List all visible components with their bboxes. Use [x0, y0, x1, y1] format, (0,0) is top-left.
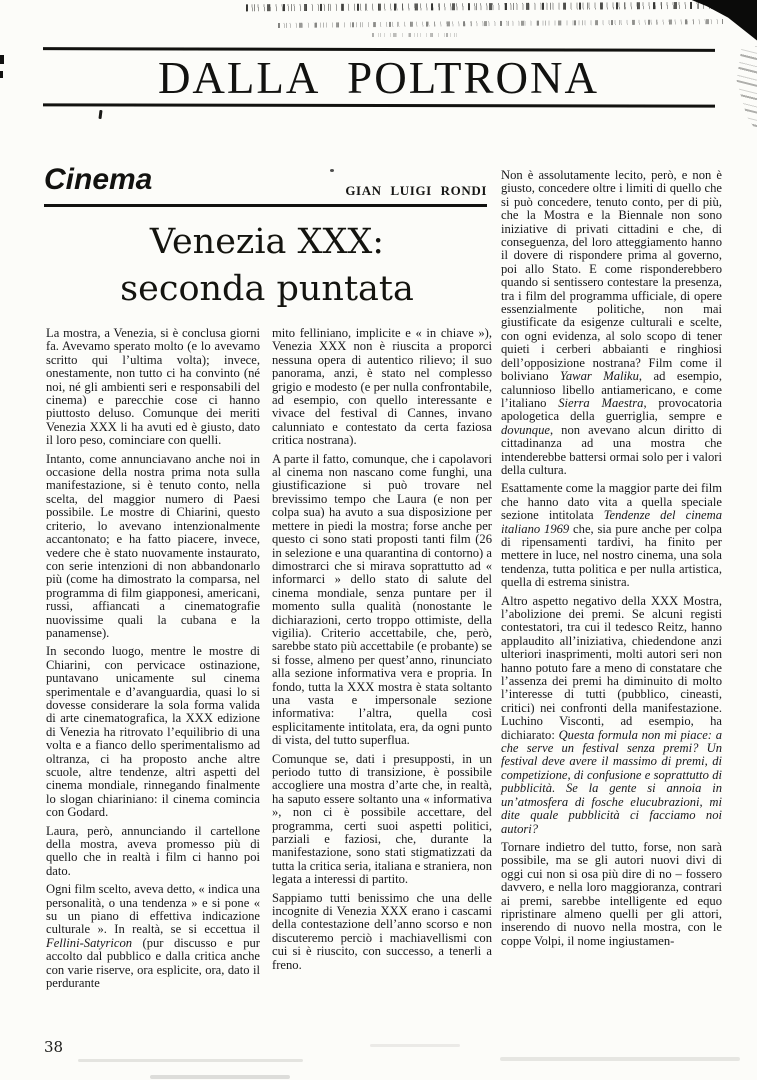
- body-paragraph: [272, 892, 492, 972]
- body-paragraph: [46, 883, 260, 990]
- article-title-line1: Venezia XXX:: [149, 222, 385, 262]
- text-run: Esattamente come la maggior parte dei film che hanno dato vita a quella speciale sezione intitolata: [501, 481, 722, 523]
- text-run: , ad esempio, calunnioso libello antiamericano, e come l’italiano: [501, 369, 722, 410]
- italic-text-run: Yawar Maliku: [560, 369, 639, 384]
- body-paragraph: [272, 327, 492, 448]
- text-run: La mostra, a Venezia, si è conclusa giorni fa. Avevamo sperato molto (e lo avevamo scritto qui l’ultima volta); invece, onestamente, non tutto ci ha convinto (né noi, né gli ambienti seri e responsabili del cinema) e parecchie cose ci hanno piuttosto deluso. Comunque dei meriti Venezia XXX li ha avuti ed è giusto, dato il loro peso, cominciare con quelli.: [46, 326, 260, 448]
- body-paragraph: [501, 841, 722, 948]
- italic-text-run: dovunque: [501, 422, 550, 437]
- text-column-3: [501, 169, 722, 1027]
- text-run: Altro aspetto negativo della XXX Mostra, l’abolizione dei premi. Se alcuni registi contestatori, tra cui il tedesco Reitz, hanno applaudito all’iniziativa, chiedendone anzi ulteriori inasprimenti, molti autori seri non hanno potuto fare a meno di constatare che l’assenza dei premi ha diminuito di molto l’interesse di tutti (pubblico, cineasti, critici) nei confronti della manifestazione. Luchino Visconti, ad esempio, ha dichiarato:: [501, 593, 722, 742]
- italic-text-run: Questa formula non mi piace: a che serve un festival senza premi? Un festival deve avere il massimo di premi, di competizione, di confusione e soprattutto di pubblicità. Se la gente si annoia in un’atmosfera di fosche elucubrazioni, mi dite quale pubblicità ci facciamo noi autori?: [501, 727, 722, 836]
- masthead-title: DALLA POLTRONA: [157, 53, 600, 103]
- text-run: Ogni film scelto, aveva detto, « indica una personalità, o una tendenza » e si pone « su un piano di effettiva indicazione culturale ». In realtà, se si eccettua il: [46, 882, 260, 937]
- italic-text-run: Sierra Maestra: [558, 395, 644, 410]
- text-run: mito felliniano, implicite e « in chiave »), Venezia XXX non è riuscita a proporci nessuna opera di autentico rilievo; il suo panorama, anzi, è stato nel complesso grigio e modesto (e per nulla confrontabile, ad esempio, con quello interessante e vivace del festival di Cannes, invano calunniato e contestato da certa faziosa critica nostrana).: [272, 326, 492, 448]
- text-column-2: [272, 327, 492, 1027]
- section-title: Cinema: [44, 163, 153, 196]
- scan-noise-band: [278, 19, 723, 28]
- body-paragraph: [46, 645, 260, 819]
- text-column-1: [46, 327, 260, 1027]
- page-number: 38: [44, 1038, 64, 1056]
- scan-noise-band: [372, 33, 462, 37]
- author-byline: GIAN LUIGI RONDI: [345, 183, 487, 198]
- text-run: Sappiamo tutti benissimo che una delle incognite di Venezia XXX erano i cascami della contestazione dell’anno scorso e non discuteremo perciò i machiavellismi con cui si è riuscito, con successo, a tenerli a freno.: [272, 890, 492, 972]
- article-title: [44, 219, 490, 313]
- scan-smudge: [500, 1057, 740, 1061]
- italic-text-run: Tendenze del cinema italiano 1969: [501, 508, 722, 536]
- scan-smudge: [78, 1059, 303, 1062]
- masthead-rule-top: [43, 47, 715, 52]
- scan-smudge: [370, 1044, 460, 1047]
- text-run: Intanto, come annunciavano anche noi in occasione della nostra prima nota sulla manifestazione, si è tenuto conto, nella scelta, del maggior numero di Paesi possibile. Le mostre di Chiarini, questo criterio, lo avevano intenzionalmente accantonato; e ha fatto piacere, invece, vedere che è stato nuovamente instaurato, con serie intenzioni di non abbandonarlo più (come ha dimostrato la comparsa, nel programma di film giapponesi, americani, russi, affiancati a cinematografie nuovissime quali la cubana e la panamense).: [46, 451, 260, 640]
- text-run: che, sia pure anche per colpa di ripensamenti tardivi, ha finito per mettere in luce, nel nostro cinema, una sola tendenza, tutta politica e per nulla artistica, quella di estrema sinistra.: [501, 521, 722, 590]
- text-run: , provocatoria apologetica della guerriglia, sempre e: [501, 395, 722, 424]
- body-paragraph: [46, 327, 260, 448]
- body-paragraph: [46, 453, 260, 641]
- text-run: Tornare indietro del tutto, forse, non sarà possibile, ma se gli autori nuovi divi di oggi cui non si osa più dire di no – fossero davvero, e nella loro maggioranza, contrari ai premi, sarebbe intelligente ed equo ripristinare almeno quelli per gli attori, inserendo di nuovo nella mostra, con le coppe Volpi, il nome ingiustamen-: [501, 839, 722, 948]
- text-run: Comunque se, dati i presupposti, in un periodo tutto di transizione, è possibile accogliere una mostra d’arte che, in realtà, ha saputo essere soltanto una « informativa », non ci è possibile accettare, del programma, certi suoi aspetti politici, parziali e faziosi, che, durante la manifestazione, sono stati stigmatizzati da tutta la critica seria, italiana e straniera, non legata a interessi di partito.: [272, 751, 492, 887]
- stray-ink-dot: [330, 169, 334, 172]
- text-run: (pur discusso e pur accolto dal pubblico e dalla critica anche con varie riserve, ora esplicite, ora, dato il perdurante: [46, 935, 260, 991]
- stray-ink-mark: [98, 110, 102, 119]
- text-run: Laura, però, annunciando il cartellone della mostra, aveva promesso più di quello che in realtà i film ci hanno poi dato.: [46, 823, 260, 878]
- body-paragraph: [46, 825, 260, 879]
- text-run: , non avevano alcun diritto di cittadinanza ad una mostra che intenderebbe battersi ormai solo per i valori della cultura.: [501, 422, 722, 477]
- body-paragraph: [501, 169, 722, 477]
- text-run: Non è assolutamente lecito, però, e non è giusto, concedere oltre i limiti di quello che si può concedere, tenuto conto, per di più, che la Mostra e la Biennale non sono iniziative di privati cittadini e che, di conseguenza, del loro atteggiamento hanno il dovere di rispondere prima al governo, poi allo Stato. E come risponderebbero quando si sentissero contestare la presenza, tra i film del programma ufficiale, di opere essenzialmente politiche, non mai giustificate da esigenze culturali e scelte, con ogni evidenza, al solo scopo di tener quieti i cerberi abbaianti e ringhiosi dell’opposizione nostrana? Film come il boliviano: [501, 168, 722, 384]
- body-paragraph: [272, 753, 492, 887]
- scan-smudge: [150, 1075, 290, 1079]
- italic-text-run: Fellini-Satyricon: [46, 935, 133, 950]
- article-title-line2: seconda puntata: [120, 269, 414, 309]
- text-run: In secondo luogo, mentre le mostre di Chiarini, con pervicace ostinazione, puntavano unicamente sul cinema sperimentale e d’avanguardia, quasi lo si dovesse considerare la sola forma valida di arte cinematografica, la XXX edizione di Venezia ha ritrovato l’equilibrio di una volta e a fianco dello sperimentalismo ad oltranza, ci ha proposto anche altre scuole, altre tendenze, altri aspetti del cinema mondiale, rinnegando finalmente lo slogan chiariniano: il cinema comincia con Godard.: [46, 644, 260, 820]
- section-rule: [44, 204, 487, 207]
- scan-noise-band: [246, 2, 755, 12]
- text-run: A parte il fatto, comunque, che i capolavori al cinema non nascano come funghi, una giustificazione si può trovare nel brevissimo tempo che Laura (e non per colpa sua) ha avuto a sua disposizione per mettere in piedi la mostra; forse anche per questo ci sono stati proposti tanti film (26 in selezione e una quarantina di contorno) a dimostrarci che si mirava soprattutto ad « informarci » dello stato di salute del cinema mondiale, senza puntare per il momento sulla qualità (nonostante le dichiarazioni, certo troppo ottimiste, della vigilia). Criterio accettabile, che, però, sarebbe stato più accettabile (e probante) se si fosse, almeno per quest’anno, rinunciato alla sezione informativa vera e propria. In fondo, tutta la XXX mostra è stata soltanto una vasta e impersonale sezione informativa: l’altra, quella così esplicitamente intitolata, era, da ogni punto di vista, del tutto superflua.: [272, 451, 492, 748]
- body-paragraph: [501, 595, 722, 836]
- body-paragraph: [501, 482, 722, 589]
- body-paragraph: [272, 453, 492, 748]
- masthead-rule-bottom: [43, 103, 715, 107]
